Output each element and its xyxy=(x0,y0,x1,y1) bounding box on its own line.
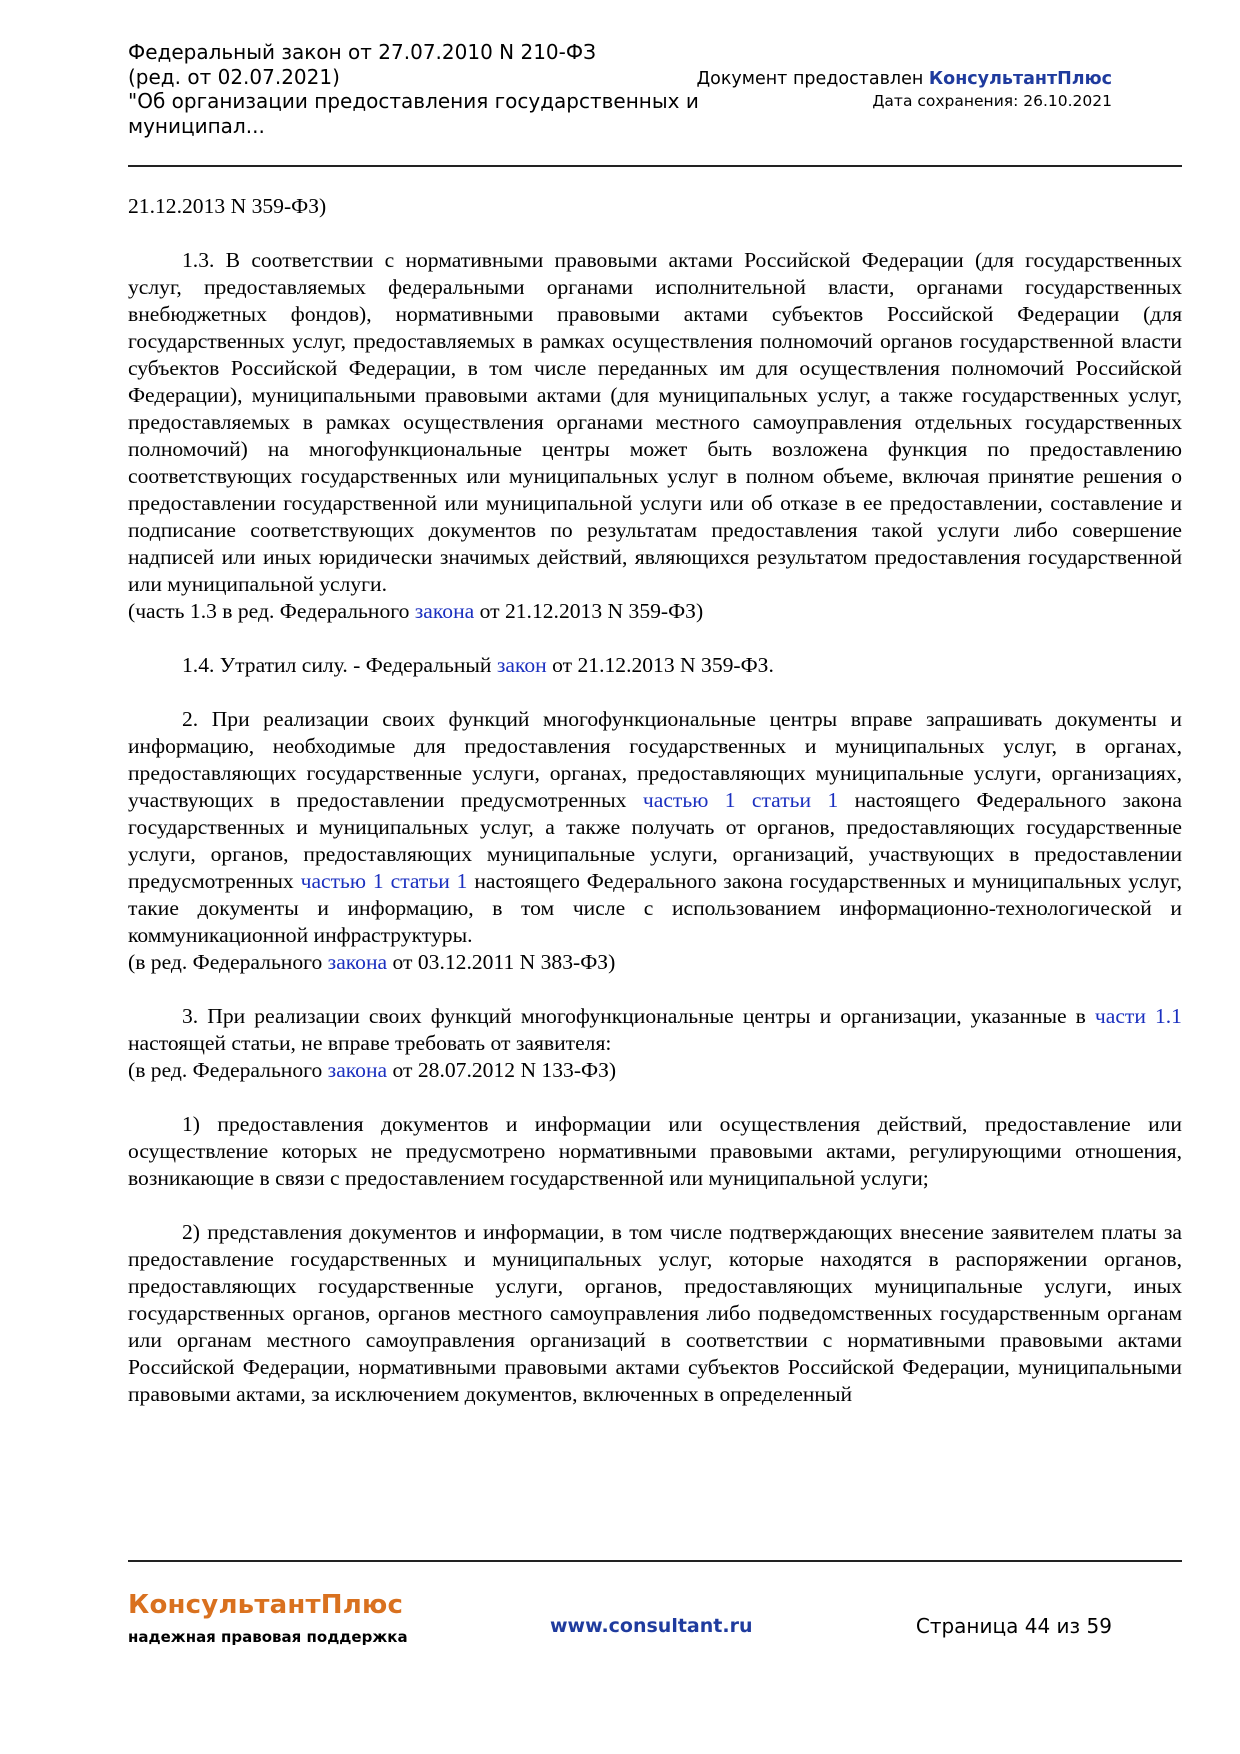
law-link[interactable]: закон xyxy=(496,653,547,677)
law-link[interactable]: закона xyxy=(414,599,475,623)
note-text: (в ред. Федерального xyxy=(128,1058,328,1082)
note-text: от 21.12.2013 N 359-ФЗ) xyxy=(474,599,704,623)
amendment-note xyxy=(128,598,1182,625)
amendment-note xyxy=(128,1057,1182,1084)
article-link[interactable]: частью 1 статьи 1 xyxy=(300,869,468,893)
paragraph-text: 1.4. Утратил силу. - Федеральный xyxy=(182,653,497,677)
page-label: Страница xyxy=(915,1614,1025,1638)
part-link[interactable]: части 1.1 xyxy=(1094,1004,1182,1028)
doc-title-line: (ред. от 02.07.2021) xyxy=(128,64,340,89)
paragraph-text: от 21.12.2013 N 359-ФЗ. xyxy=(546,653,774,677)
paragraph-text: 2. При реализации своих функций многофункциональные центры вправе запрашивать документы и информацию, необходимые для предоставления государственных и муниципальных услуг, в органах, предоставляющих государственные услуги, органах, предоставляющих муниципальные услуги, организациях, участвующих в предоставлении предусмотренных xyxy=(128,707,1182,812)
law-link[interactable]: закона xyxy=(327,950,388,974)
law-link[interactable]: закона xyxy=(327,1058,388,1082)
paragraph-text: настоящего Федерального закона государственных и муниципальных услуг, а также получать от органов, предоставляющих государственные услуги, органов, предоставляющих муниципальные услуги, организаций, участвующих в предоставлении предусмотренных xyxy=(128,788,1182,893)
provider-info xyxy=(696,68,1112,112)
site-link[interactable]: www.consultant.ru xyxy=(550,1615,753,1637)
save-date: Дата сохранения: 26.10.2021 xyxy=(872,92,1112,110)
paragraph-1-3: 1.3. В соответствии с нормативными правовыми актами Российской Федерации (для государственных услуг, предоставляемых федеральными органами исполнительной власти, органами государственных внебюджетных фондов), нормативными правовыми актами субъектов Российской Федерации (для государственных услуг, предоставляемых в рамках осуществления полномочий органов государственной власти субъектов Российской Федерации, в том числе переданных им для осуществления полномочий Российской Федерации), муниципальными правовыми актами (для муниципальных услуг, а также государственных услуг, предоставляемых в рамках осуществления органами местного самоуправления отдельных государственных полномочий) на многофункциональные центры может быть возложена функция по предоставлению соответствующих государственных или муниципальных услуг в полном объеме, включая принятие решения о предоставлении государственной или муниципальной услуги или об отказе в ее предоставлении, составление и подписание соответствующих документов по результатам предоставления такой услуги либо совершение надписей или иных юридически значимых действий, являющихся результатом предоставления государственной или муниципальной услуги. xyxy=(128,248,1182,596)
provided-by-prefix: Документ предоставлен xyxy=(696,69,929,89)
paragraph-3 xyxy=(128,1003,1182,1057)
note-text: (в ред. Федерального xyxy=(128,950,328,974)
note-text: от 03.12.2011 N 383-ФЗ) xyxy=(387,950,616,974)
article-link[interactable]: частью 1 статьи 1 xyxy=(642,788,839,812)
brand-link[interactable]: КонсультантПлюс xyxy=(928,69,1112,89)
paragraph-2 xyxy=(128,706,1182,949)
page-counter xyxy=(916,1614,1112,1638)
amendment-note xyxy=(128,949,1182,976)
doc-title-line: муниципал... xyxy=(128,113,265,138)
note-text: от 28.07.2012 N 133-ФЗ) xyxy=(387,1058,617,1082)
list-item-1: 1) предоставления документов и информации или осуществления действий, предоставление или осуществление которых не предусмотрено нормативными правовыми актами, регулирующими отношения, возникающие в связи с предоставлением государственной или муниципальной услуги; xyxy=(128,1112,1182,1190)
paragraph-text: настоящей статьи, не вправе требовать от заявителя: xyxy=(128,1031,612,1055)
note-text: (часть 1.3 в ред. Федерального xyxy=(128,599,415,623)
paragraph-text: настоящего Федерального закона государственных и муниципальных услуг, такие документы и информацию, в том числе с использованием информационно-технологической и коммуникационной инфраструктуры. xyxy=(128,869,1182,947)
doc-title-line: Федеральный закон от 27.07.2010 N 210-ФЗ xyxy=(128,40,596,64)
doc-title-line: "Об организации предоставления государственных и xyxy=(128,89,699,113)
paragraph-text: 3. При реализации своих функций многофункциональные центры и организации, указанные в xyxy=(182,1004,1095,1028)
paragraph: 21.12.2013 N 359-ФЗ) xyxy=(128,194,327,218)
document-body xyxy=(128,193,1182,1408)
footer-divider xyxy=(128,1560,1182,1562)
paragraph-1-4 xyxy=(128,652,1182,679)
logo-tagline: надежная правовая поддержка xyxy=(128,1628,408,1646)
list-item-2: 2) представления документов и информации, в том числе подтверждающих внесение заявителем платы за предоставление государственных и муниципальных услуг, которые находятся в распоряжении органов, предоставляющих государственные услуги, органов, предоставляющих муниципальные услуги, иных государственных органов, органов местного самоуправления либо подведомственных государственным органам или органам местного самоуправления организаций в соответствии с нормативными правовыми актами Российской Федерации, нормативными правовыми актами субъектов Российской Федерации, муниципальными правовыми актами, за исключением документов, включенных в определенный xyxy=(128,1220,1182,1406)
page-separator: из xyxy=(1050,1614,1087,1638)
page-number: 44 xyxy=(1024,1614,1051,1638)
header-divider xyxy=(128,165,1182,167)
consultant-logo[interactable]: КонсультантПлюс xyxy=(128,1590,404,1620)
provided-by xyxy=(696,68,1112,90)
page-total: 59 xyxy=(1086,1614,1112,1638)
document-title xyxy=(128,40,699,138)
